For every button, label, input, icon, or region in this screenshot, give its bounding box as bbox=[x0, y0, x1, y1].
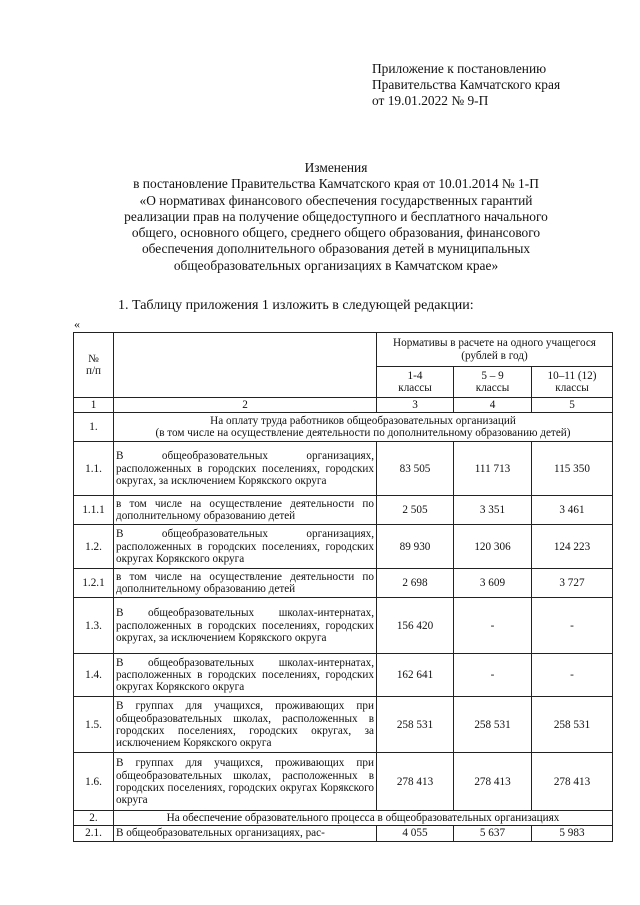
row-text: В общеобразовательных организациях, рас- bbox=[114, 826, 377, 841]
index-cell: 5 bbox=[532, 398, 613, 413]
index-row bbox=[74, 398, 613, 413]
value-cell: 278 413 bbox=[377, 753, 454, 811]
appendix-line: от 19.01.2022 № 9-П bbox=[372, 93, 489, 109]
table-row bbox=[74, 697, 613, 753]
row-text: В общеобразовательных организациях, расположенных в городских поселениях, городских округах Корякского округа bbox=[114, 525, 377, 569]
table-row bbox=[74, 598, 613, 654]
row-text: в том числе на осуществление деятельности по дополнительному образованию детей bbox=[114, 496, 377, 525]
section-title: На обеспечение образовательного процесса в общеобразовательных организациях bbox=[114, 811, 613, 826]
index-cell: 3 bbox=[377, 398, 454, 413]
row-num: 1.1. bbox=[74, 442, 114, 496]
title-heading: Изменения bbox=[304, 160, 368, 175]
table-header-row bbox=[74, 333, 613, 367]
value-cell: 162 641 bbox=[377, 654, 454, 697]
appendix-line: Правительства Камчатского края bbox=[372, 77, 561, 93]
row-text: В общеобразовательных школах-интернатах, расположенных в городских поселениях, городских округах, за исключением Корякского округа bbox=[114, 598, 377, 654]
value-cell: 278 413 bbox=[454, 753, 532, 811]
row-num: 2.1. bbox=[74, 826, 114, 841]
value-cell: 258 531 bbox=[377, 697, 454, 753]
appendix-line: Приложение к постановлению bbox=[372, 61, 547, 76]
table-row bbox=[74, 753, 613, 811]
document-title bbox=[60, 160, 612, 274]
opening-quote: « bbox=[74, 317, 80, 331]
section-row bbox=[74, 811, 613, 826]
value-cell: 115 350 bbox=[532, 442, 613, 496]
index-cell: 1 bbox=[74, 398, 114, 413]
row-num: 1.6. bbox=[74, 753, 114, 811]
title-line: «О нормативах финансового обеспечения государственных гарантий bbox=[139, 192, 533, 208]
title-line: реализации прав на получение общедоступного и бесплатного начального bbox=[124, 208, 548, 224]
title-line: общего, основного общего, среднего общего образования, финансового bbox=[131, 225, 541, 241]
table-row bbox=[74, 525, 613, 569]
value-cell: 2 505 bbox=[377, 496, 454, 525]
row-text: В группах для учащихся, проживающих при общеобразовательных школах, расположенных в городских поселениях, городских округах Корякского округа bbox=[114, 753, 377, 811]
value-cell: - bbox=[532, 598, 613, 654]
value-cell: 3 461 bbox=[532, 496, 613, 525]
header-col-10-11: 10–11 (12) классы bbox=[532, 367, 613, 398]
value-cell: 3 351 bbox=[454, 496, 532, 525]
row-num: 1.4. bbox=[74, 654, 114, 697]
header-num: № п/п bbox=[74, 333, 114, 398]
value-cell: 4 055 bbox=[377, 826, 454, 841]
table-row bbox=[74, 569, 613, 598]
row-text: в том числе на осуществление деятельности по дополнительному образованию детей bbox=[114, 569, 377, 598]
value-cell: 5 637 bbox=[454, 826, 532, 841]
value-cell: 83 505 bbox=[377, 442, 454, 496]
table-row bbox=[74, 496, 613, 525]
value-cell: 156 420 bbox=[377, 598, 454, 654]
row-num: 1.2.1 bbox=[74, 569, 114, 598]
value-cell: 124 223 bbox=[532, 525, 613, 569]
row-num: 1.3. bbox=[74, 598, 114, 654]
row-num: 1. bbox=[74, 413, 114, 442]
value-cell: 258 531 bbox=[454, 697, 532, 753]
header-blank bbox=[114, 333, 377, 398]
table-row bbox=[74, 442, 613, 496]
value-cell: 278 413 bbox=[532, 753, 613, 811]
header-col-1-4: 1-4 классы bbox=[377, 367, 454, 398]
header-col-5-9: 5 – 9 классы bbox=[454, 367, 532, 398]
value-cell: 89 930 bbox=[377, 525, 454, 569]
norms-table bbox=[73, 332, 613, 842]
value-cell: 3 727 bbox=[532, 569, 613, 598]
value-cell: 3 609 bbox=[454, 569, 532, 598]
index-cell: 2 bbox=[114, 398, 377, 413]
row-num: 1.1.1 bbox=[74, 496, 114, 525]
row-num: 1.2. bbox=[74, 525, 114, 569]
section-title: На оплату труда работников общеобразовательных организаций (в том числе на осуществление деятельности по дополнительному образованию детей) bbox=[114, 413, 613, 442]
value-cell: - bbox=[454, 598, 532, 654]
row-text: В общеобразовательных организациях, расположенных в городских поселениях, городских округах, за исключением Корякского округа bbox=[114, 442, 377, 496]
table-row bbox=[74, 654, 613, 697]
value-cell: 5 983 bbox=[532, 826, 613, 841]
instruction-text: 1. Таблицу приложения 1 изложить в следующей редакции: bbox=[118, 298, 474, 313]
title-line: общеобразовательных организациях в Камчатском крае» bbox=[173, 257, 499, 273]
header-norms: Нормативы в расчете на одного учащегося (рублей в год) bbox=[377, 333, 613, 367]
section-row bbox=[74, 413, 613, 442]
row-num: 1.5. bbox=[74, 697, 114, 753]
value-cell: 258 531 bbox=[532, 697, 613, 753]
index-cell: 4 bbox=[454, 398, 532, 413]
title-line: обеспечения дополнительного образования детей в муниципальных bbox=[141, 241, 531, 257]
row-text: В общеобразовательных школах-интернатах, расположенных в городских поселениях, городских округах Корякского округа bbox=[114, 654, 377, 697]
row-num: 2. bbox=[74, 811, 114, 826]
title-line: в постановление Правительства Камчатского края от 10.01.2014 № 1-П bbox=[133, 176, 539, 192]
value-cell: 120 306 bbox=[454, 525, 532, 569]
value-cell: 2 698 bbox=[377, 569, 454, 598]
table-row bbox=[74, 826, 613, 841]
row-text: В группах для учащихся, проживающих при общеобразовательных школах, расположенных в городских поселениях, городских округах, за исключением Корякского округа bbox=[114, 697, 377, 753]
value-cell: 111 713 bbox=[454, 442, 532, 496]
value-cell: - bbox=[532, 654, 613, 697]
appendix-note bbox=[372, 61, 560, 110]
value-cell: - bbox=[454, 654, 532, 697]
